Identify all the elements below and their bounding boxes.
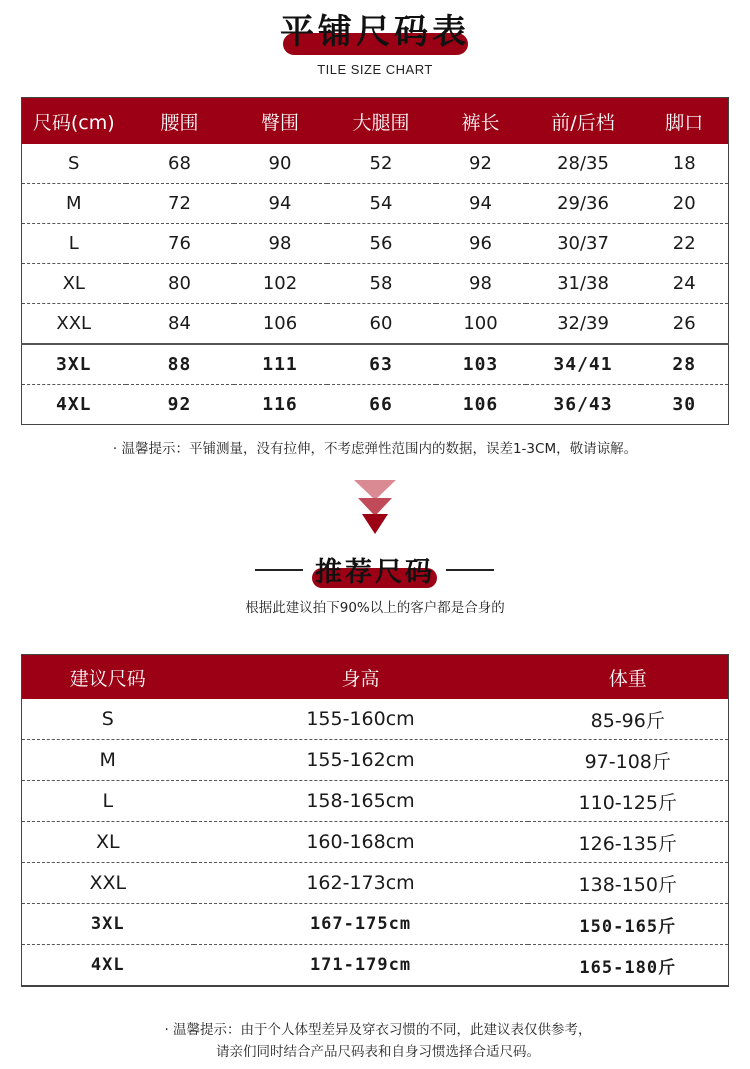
table-cell: 56 <box>327 224 436 264</box>
table-cell: 24 <box>641 264 729 304</box>
table-cell: 76 <box>126 224 234 264</box>
table-row <box>22 264 729 304</box>
table-cell: 94 <box>436 184 526 224</box>
table-cell: S <box>22 699 194 740</box>
table-cell: 155-162cm <box>194 740 528 781</box>
recommend-table <box>21 654 729 987</box>
table-cell: 167-175cm <box>194 904 528 945</box>
table-cell: M <box>22 740 194 781</box>
size-table-header: 尺码(cm) <box>22 98 126 145</box>
recommend-note <box>0 1019 750 1063</box>
table-cell: 98 <box>436 264 526 304</box>
table-cell: 66 <box>369 394 393 415</box>
arrow-light-icon <box>354 480 396 500</box>
table-cell: 106 <box>234 304 327 345</box>
recommend-table-header: 体重 <box>528 655 729 700</box>
title-divider-right <box>446 569 494 571</box>
table-cell: 3XL <box>22 904 194 945</box>
recommend-table-header: 建议尺码 <box>22 655 194 700</box>
table-cell: 30/37 <box>526 224 641 264</box>
table-cell: 28 <box>641 344 729 385</box>
table-cell: 80 <box>126 264 234 304</box>
size-table-header: 前/后档 <box>526 98 641 145</box>
table-cell: 85-96斤 <box>528 699 729 740</box>
table-cell: S <box>22 144 126 184</box>
table-cell: 158-165cm <box>194 781 528 822</box>
table-cell: 88 <box>126 344 234 385</box>
recommend-title: 推荐尺码 <box>315 557 435 588</box>
table-cell: 138-150斤 <box>528 863 729 904</box>
table-cell: 150-165斤 <box>528 904 729 945</box>
table-cell: 116 <box>262 394 298 415</box>
size-table-header: 腰围 <box>126 98 234 145</box>
table-cell: 52 <box>327 144 436 184</box>
table-cell: 155-160cm <box>194 699 528 740</box>
table-row <box>22 863 729 904</box>
table-cell: XXL <box>22 863 194 904</box>
table-cell: 97-108斤 <box>528 740 729 781</box>
table-row <box>22 740 729 781</box>
table-cell: 29/36 <box>526 184 641 224</box>
table-cell: 30 <box>672 394 697 415</box>
table-cell: 90 <box>234 144 327 184</box>
table-cell: XL <box>22 822 194 863</box>
down-arrows-icon <box>352 478 398 536</box>
table-row <box>22 822 729 863</box>
table-cell: 103 <box>436 344 526 385</box>
table-cell: 58 <box>327 264 436 304</box>
table-row <box>22 224 729 264</box>
table-row <box>22 385 729 425</box>
measurement-note: · 温馨提示：平铺测量，没有拉伸，不考虑弹性范围内的数据，误差1-3CM，敬请谅解。 <box>112 441 638 457</box>
table-row <box>22 904 729 945</box>
table-cell: 165-180斤 <box>528 945 729 987</box>
table-cell: 100 <box>436 304 526 345</box>
table-row <box>22 344 729 385</box>
recommend-note-line: 请亲们同时结合产品尺码表和自身习惯选择合适尺码。 <box>216 1044 540 1060</box>
arrow-dark-icon <box>362 514 388 534</box>
table-cell: 36/43 <box>553 394 613 415</box>
table-cell: L <box>22 224 126 264</box>
table-cell: 3XL <box>22 344 126 385</box>
size-table-header: 大腿围 <box>327 98 436 145</box>
table-cell: 94 <box>234 184 327 224</box>
recommend-table-header: 身高 <box>194 655 528 700</box>
size-table-header: 脚口 <box>641 98 729 145</box>
table-cell: 162-173cm <box>194 863 528 904</box>
table-cell: 92 <box>436 144 526 184</box>
table-row <box>22 699 729 740</box>
table-cell: 31/38 <box>526 264 641 304</box>
table-cell: 106 <box>462 394 499 415</box>
table-cell: M <box>22 184 126 224</box>
recommend-table-header-row <box>22 655 729 700</box>
table-cell: 84 <box>126 304 234 345</box>
table-cell: 92 <box>167 394 192 415</box>
table-cell: 60 <box>327 304 436 345</box>
table-cell: 22 <box>641 224 729 264</box>
table-cell: L <box>22 781 194 822</box>
table-cell: 32/39 <box>526 304 641 345</box>
table-cell: 111 <box>234 344 327 385</box>
table-cell: 4XL <box>55 394 92 415</box>
size-table-header-row <box>22 98 729 145</box>
table-cell: 72 <box>126 184 234 224</box>
page-title: 平铺尺码表 <box>280 12 470 52</box>
recommend-title-section <box>0 548 750 588</box>
table-cell: 28/35 <box>526 144 641 184</box>
table-cell: 160-168cm <box>194 822 528 863</box>
size-table-header: 臀围 <box>234 98 327 145</box>
table-row <box>22 945 729 987</box>
table-cell: 54 <box>327 184 436 224</box>
table-cell: 102 <box>234 264 327 304</box>
table-row <box>22 144 729 184</box>
recommend-subtitle: 根据此建议拍下90%以上的客户都是合身的 <box>245 600 505 616</box>
table-cell: 20 <box>641 184 729 224</box>
size-table-header: 裤长 <box>436 98 526 145</box>
table-cell: 18 <box>641 144 729 184</box>
table-row <box>22 781 729 822</box>
page-subtitle: TILE SIZE CHART <box>317 62 433 77</box>
arrow-mid-icon <box>358 498 392 516</box>
size-table <box>21 97 729 425</box>
table-cell: 171-179cm <box>194 945 528 987</box>
table-row <box>22 184 729 224</box>
table-cell: 98 <box>234 224 327 264</box>
table-cell: 96 <box>436 224 526 264</box>
table-cell: 68 <box>126 144 234 184</box>
table-cell: XXL <box>22 304 126 345</box>
table-cell: 26 <box>641 304 729 345</box>
table-cell: 63 <box>327 344 436 385</box>
table-row <box>22 304 729 345</box>
table-cell: 4XL <box>22 945 194 987</box>
recommend-note-line: · 温馨提示：由于个人体型差异及穿衣习惯的不同，此建议表仅供参考， <box>164 1022 592 1038</box>
table-cell: 126-135斤 <box>528 822 729 863</box>
table-cell: XL <box>22 264 126 304</box>
table-cell: 34/41 <box>526 344 641 385</box>
table-cell: 110-125斤 <box>528 781 729 822</box>
